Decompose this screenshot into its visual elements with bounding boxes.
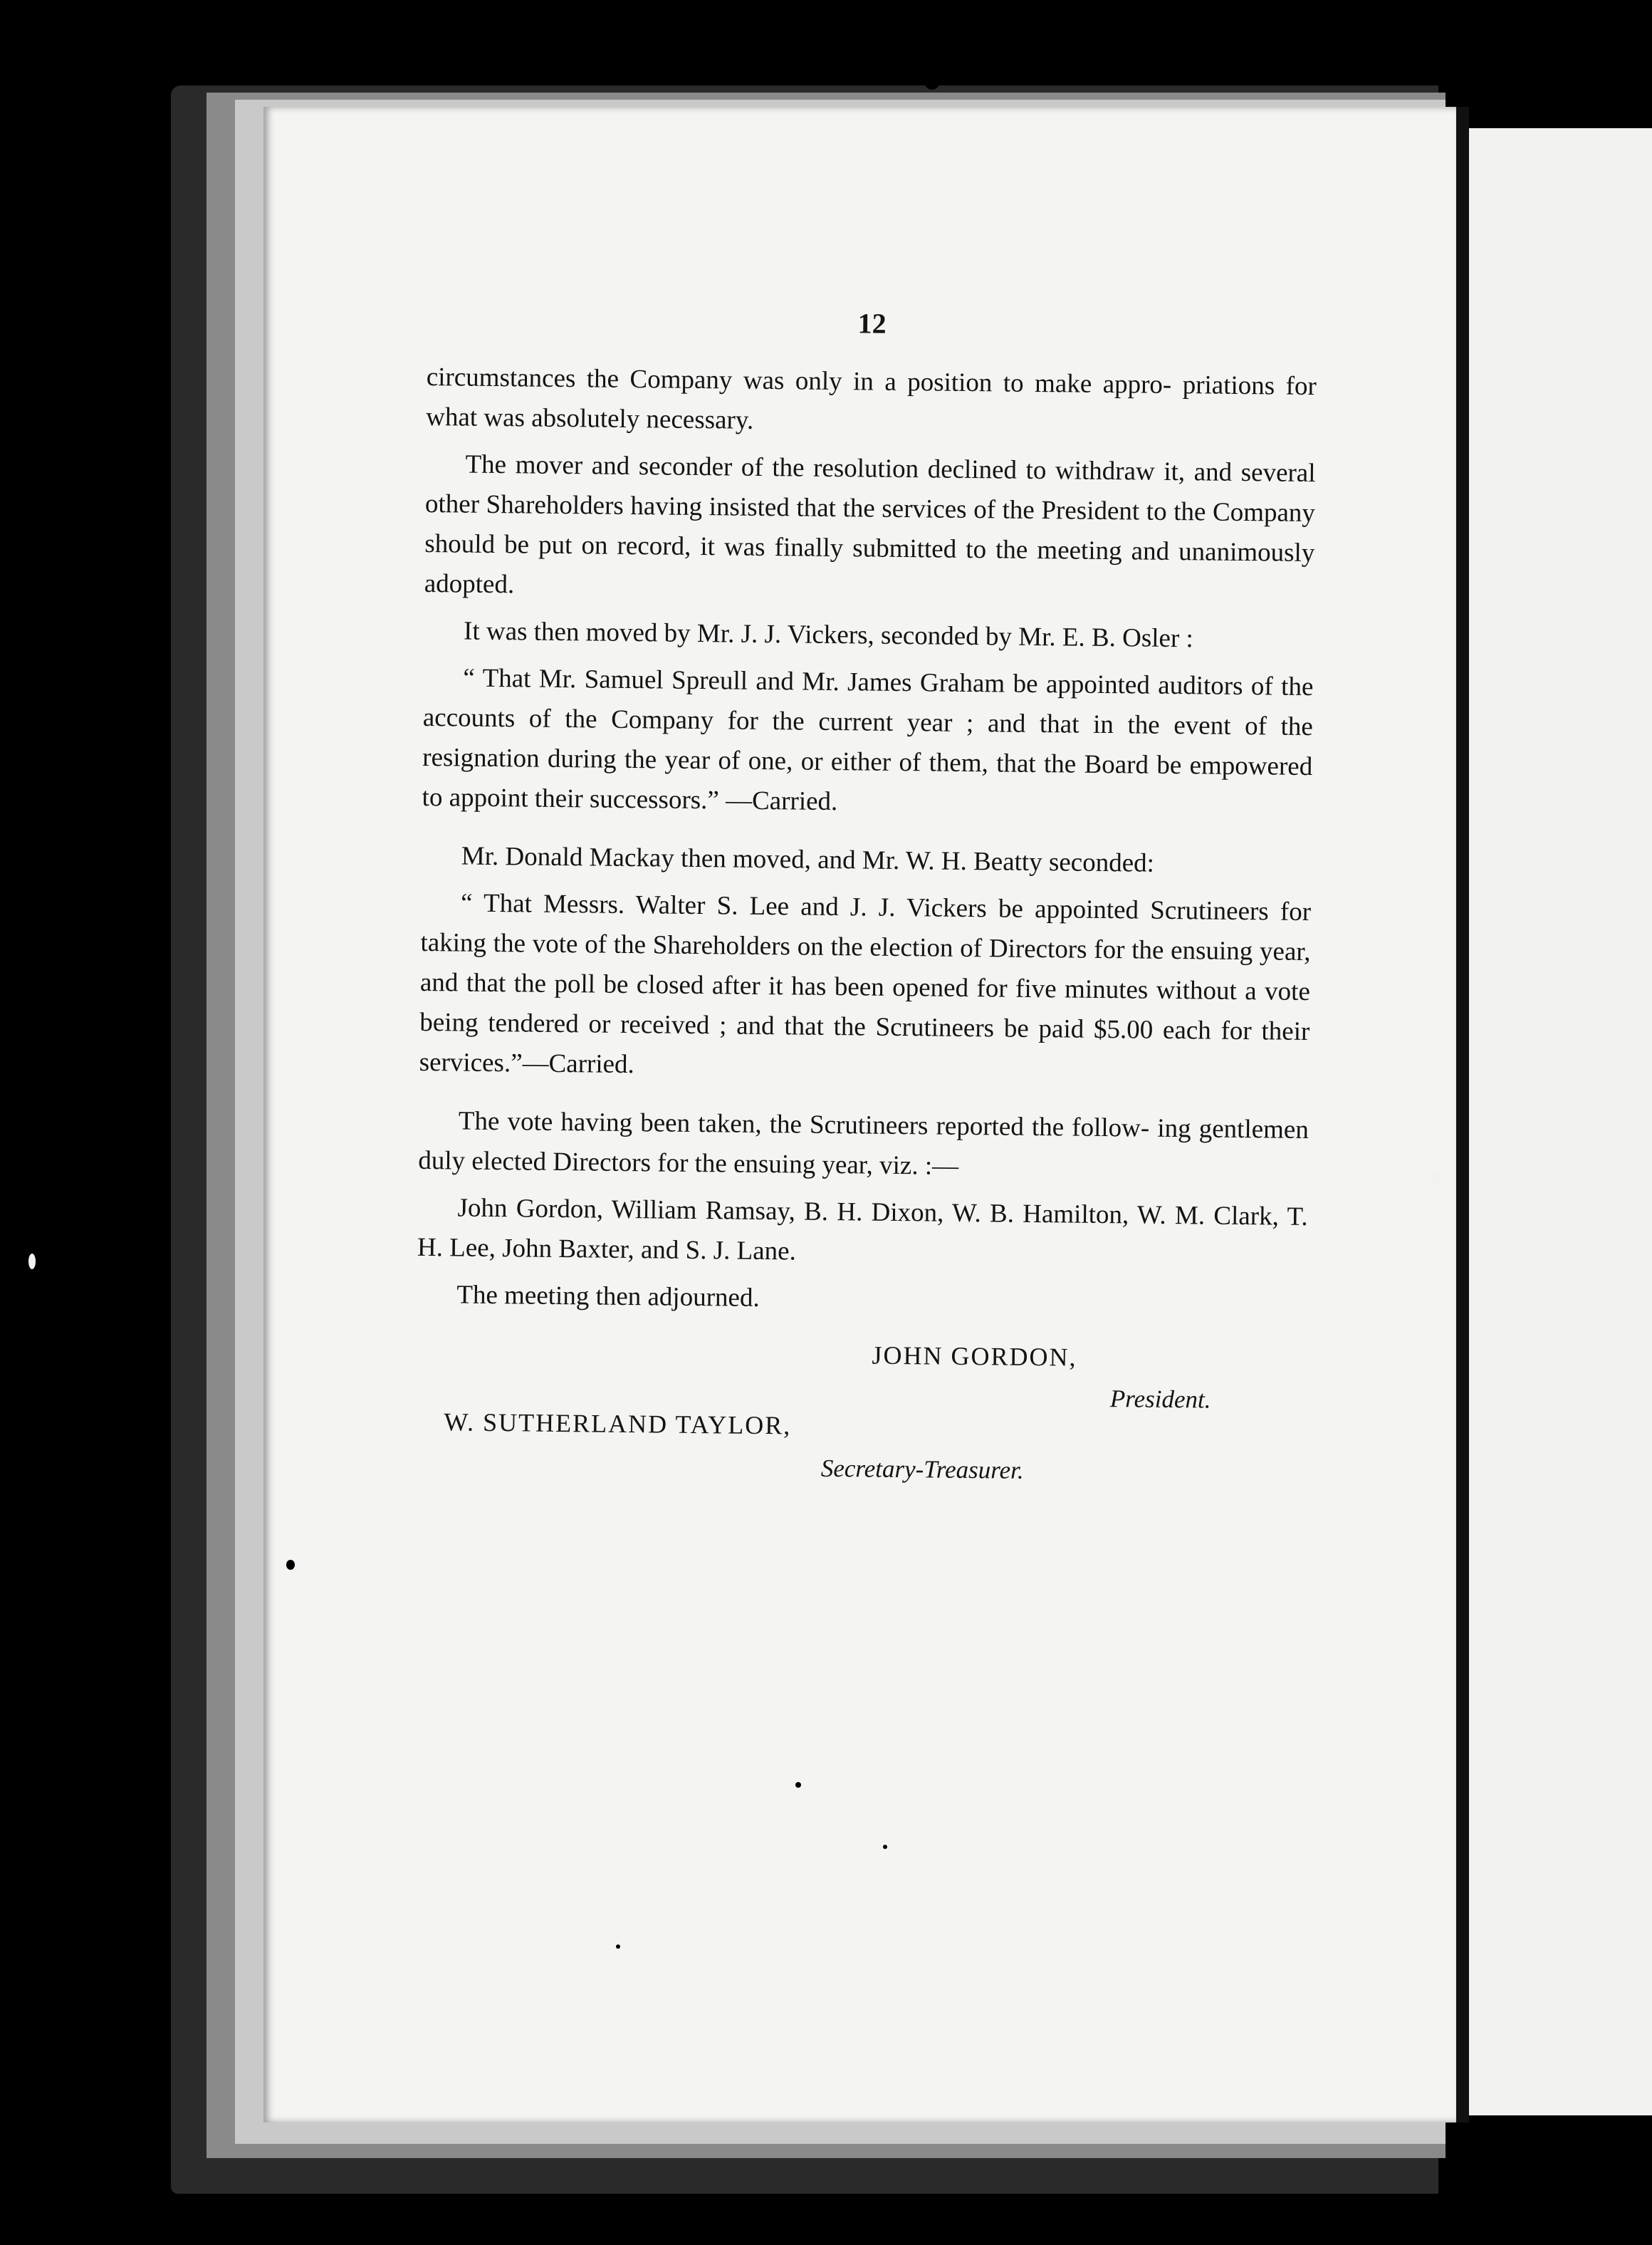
paragraph-continuation: circumstances the Company was only in a position to make appro- priations for what was absolutely necessary. — [426, 362, 1317, 435]
page-number: 12 — [857, 307, 887, 340]
paragraph-vote-result: The vote having been taken, the Scrutineers reported the follow- ing gentlemen duly elected Directors for the ensuing year, viz. :— — [418, 1106, 1309, 1181]
page-text — [415, 299, 1317, 1496]
dust-speck — [286, 1560, 295, 1570]
paragraph-scrutineers-resolution: “ That Messrs. Walter S. Lee and J. J. Vickers be appointed Scrutineers for taking the vote of the Shareholders on the election of Directors for the ensuing year, and that the poll be closed after it has been opened for five minutes without a vote being tendered or received ; and that the Scrutineers be paid $5.00 each for their services.”—Carried. — [419, 888, 1312, 1080]
paragraph-motion-vickers: It was then moved by Mr. J. J. Vickers, seconded by Mr. E. B. Osler : — [463, 616, 1194, 654]
president-title: President. — [1109, 1385, 1211, 1414]
dust-speck — [795, 1782, 801, 1788]
dust-speck — [1431, 1170, 1441, 1185]
paragraph-resolution-adopted: The mover and seconder of the resolution declined to withdraw it, and several other Shareholders having insisted that the services of the President to the Company should be put on record, it was finally submitted to the meeting and unanimously adopted. — [424, 449, 1316, 600]
dust-speck — [923, 64, 941, 90]
dust-speck — [616, 1944, 620, 1949]
secretary-title: Secretary-Treasurer. — [820, 1454, 1024, 1484]
paragraph-adjourned: The meeting then adjourned. — [456, 1280, 760, 1313]
paragraph-auditors-resolution: “ That Mr. Samuel Spreull and Mr. James Graham be appointed auditors of the accounts of the Company for the current year ; and that in the event of the resignation during the year of one, or either of them, that the Board be empowered to appoint their successors.” —Carried. — [422, 663, 1314, 817]
facing-page-edge — [1469, 128, 1652, 2115]
secretary-name: W. SUTHERLAND TAYLOR, — [444, 1407, 792, 1440]
paragraph-motion-mackay: Mr. Donald Mackay then moved, and Mr. W. H. Beatty seconded: — [461, 841, 1155, 878]
president-name: JOHN GORDON, — [872, 1340, 1077, 1372]
paragraph-directors-list: John Gordon, William Ramsay, B. H. Dixon, W. B. Hamilton, W. M. Clark, T. H. Lee, John Baxter, and S. J. Lane. — [417, 1193, 1308, 1266]
gutter-shadow — [1456, 107, 1469, 2122]
signature-block — [415, 1330, 1307, 1496]
dust-speck — [883, 1845, 887, 1849]
dust-speck — [28, 1254, 36, 1269]
